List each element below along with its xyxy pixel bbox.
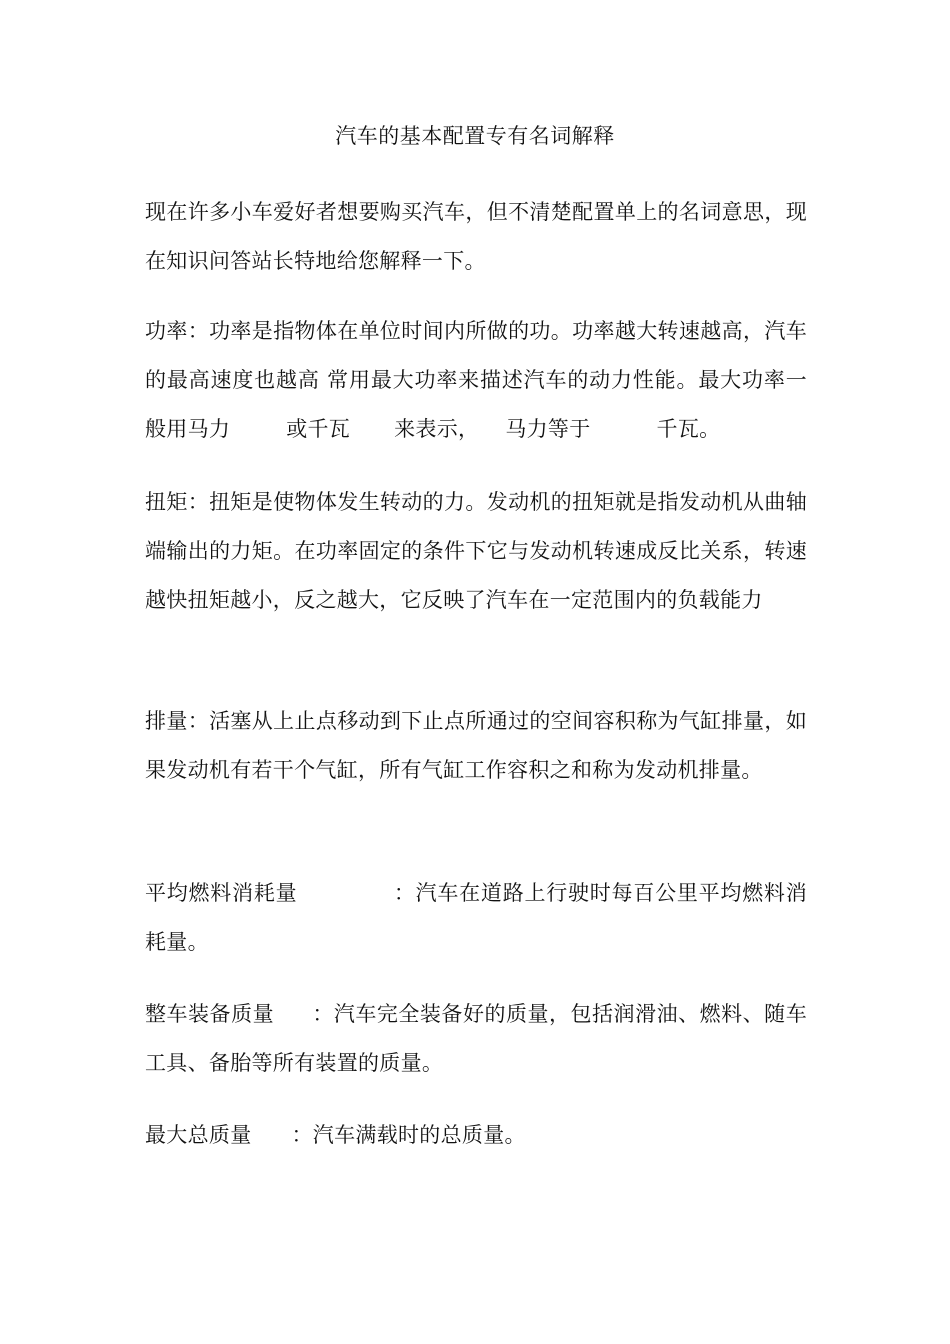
- gross-weight-paragraph: [145, 1111, 807, 1160]
- curb-weight-term: 整车装备质量: [145, 1002, 275, 1026]
- fuel-consumption-definition: ：汽车在道路上行驶时每百公里平均燃料消耗量。: [145, 881, 807, 954]
- power-text-4: 马力等于: [505, 417, 591, 441]
- fuel-consumption-term: 平均燃料消耗量: [145, 881, 298, 905]
- document-title: 汽车的基本配置专有名词解释: [335, 124, 615, 148]
- power-text-2: 或千瓦: [286, 417, 351, 441]
- power-text-1: 功率：功率是指物体在单位时间内所做的功。功率越大转速越高，汽车的最高速度也越高 常用最大功率来描述汽车的动力性能。最大功率一般用马力: [145, 319, 807, 441]
- intro-paragraph: 现在许多小车爱好者想要购买汽车，但不清楚配置单上的名词意思，现在知识问答站长特地给您解释一下。: [145, 200, 807, 273]
- curb-weight-paragraph: [145, 990, 807, 1088]
- fuel-consumption-paragraph: [145, 869, 807, 967]
- power-paragraph: [145, 307, 807, 454]
- gross-weight-definition: ：汽车满载时的总质量。: [291, 1123, 526, 1147]
- torque-paragraph: 扭矩：扭矩是使物体发生转动的力。发动机的扭矩就是指发动机从曲轴端输出的力矩。在功率固定的条件下它与发动机转速成反比关系，转速越快扭矩越小，反之越大，它反映了汽车在一定范围内的负载能力: [145, 490, 807, 612]
- power-text-5: 千瓦。: [656, 417, 721, 441]
- curb-weight-definition: ：汽车完全装备好的质量，包括润滑油、燃料、随车工具、备胎等所有装置的质量。: [145, 1002, 807, 1075]
- displacement-paragraph: 排量：活塞从上止点移动到下止点所通过的空间容积称为气缸排量，如果发动机有若干个气缸，所有气缸工作容积之和称为发动机排量。: [145, 709, 807, 782]
- power-text-3: 来表示，: [394, 417, 480, 441]
- gross-weight-term: 最大总质量: [145, 1123, 252, 1147]
